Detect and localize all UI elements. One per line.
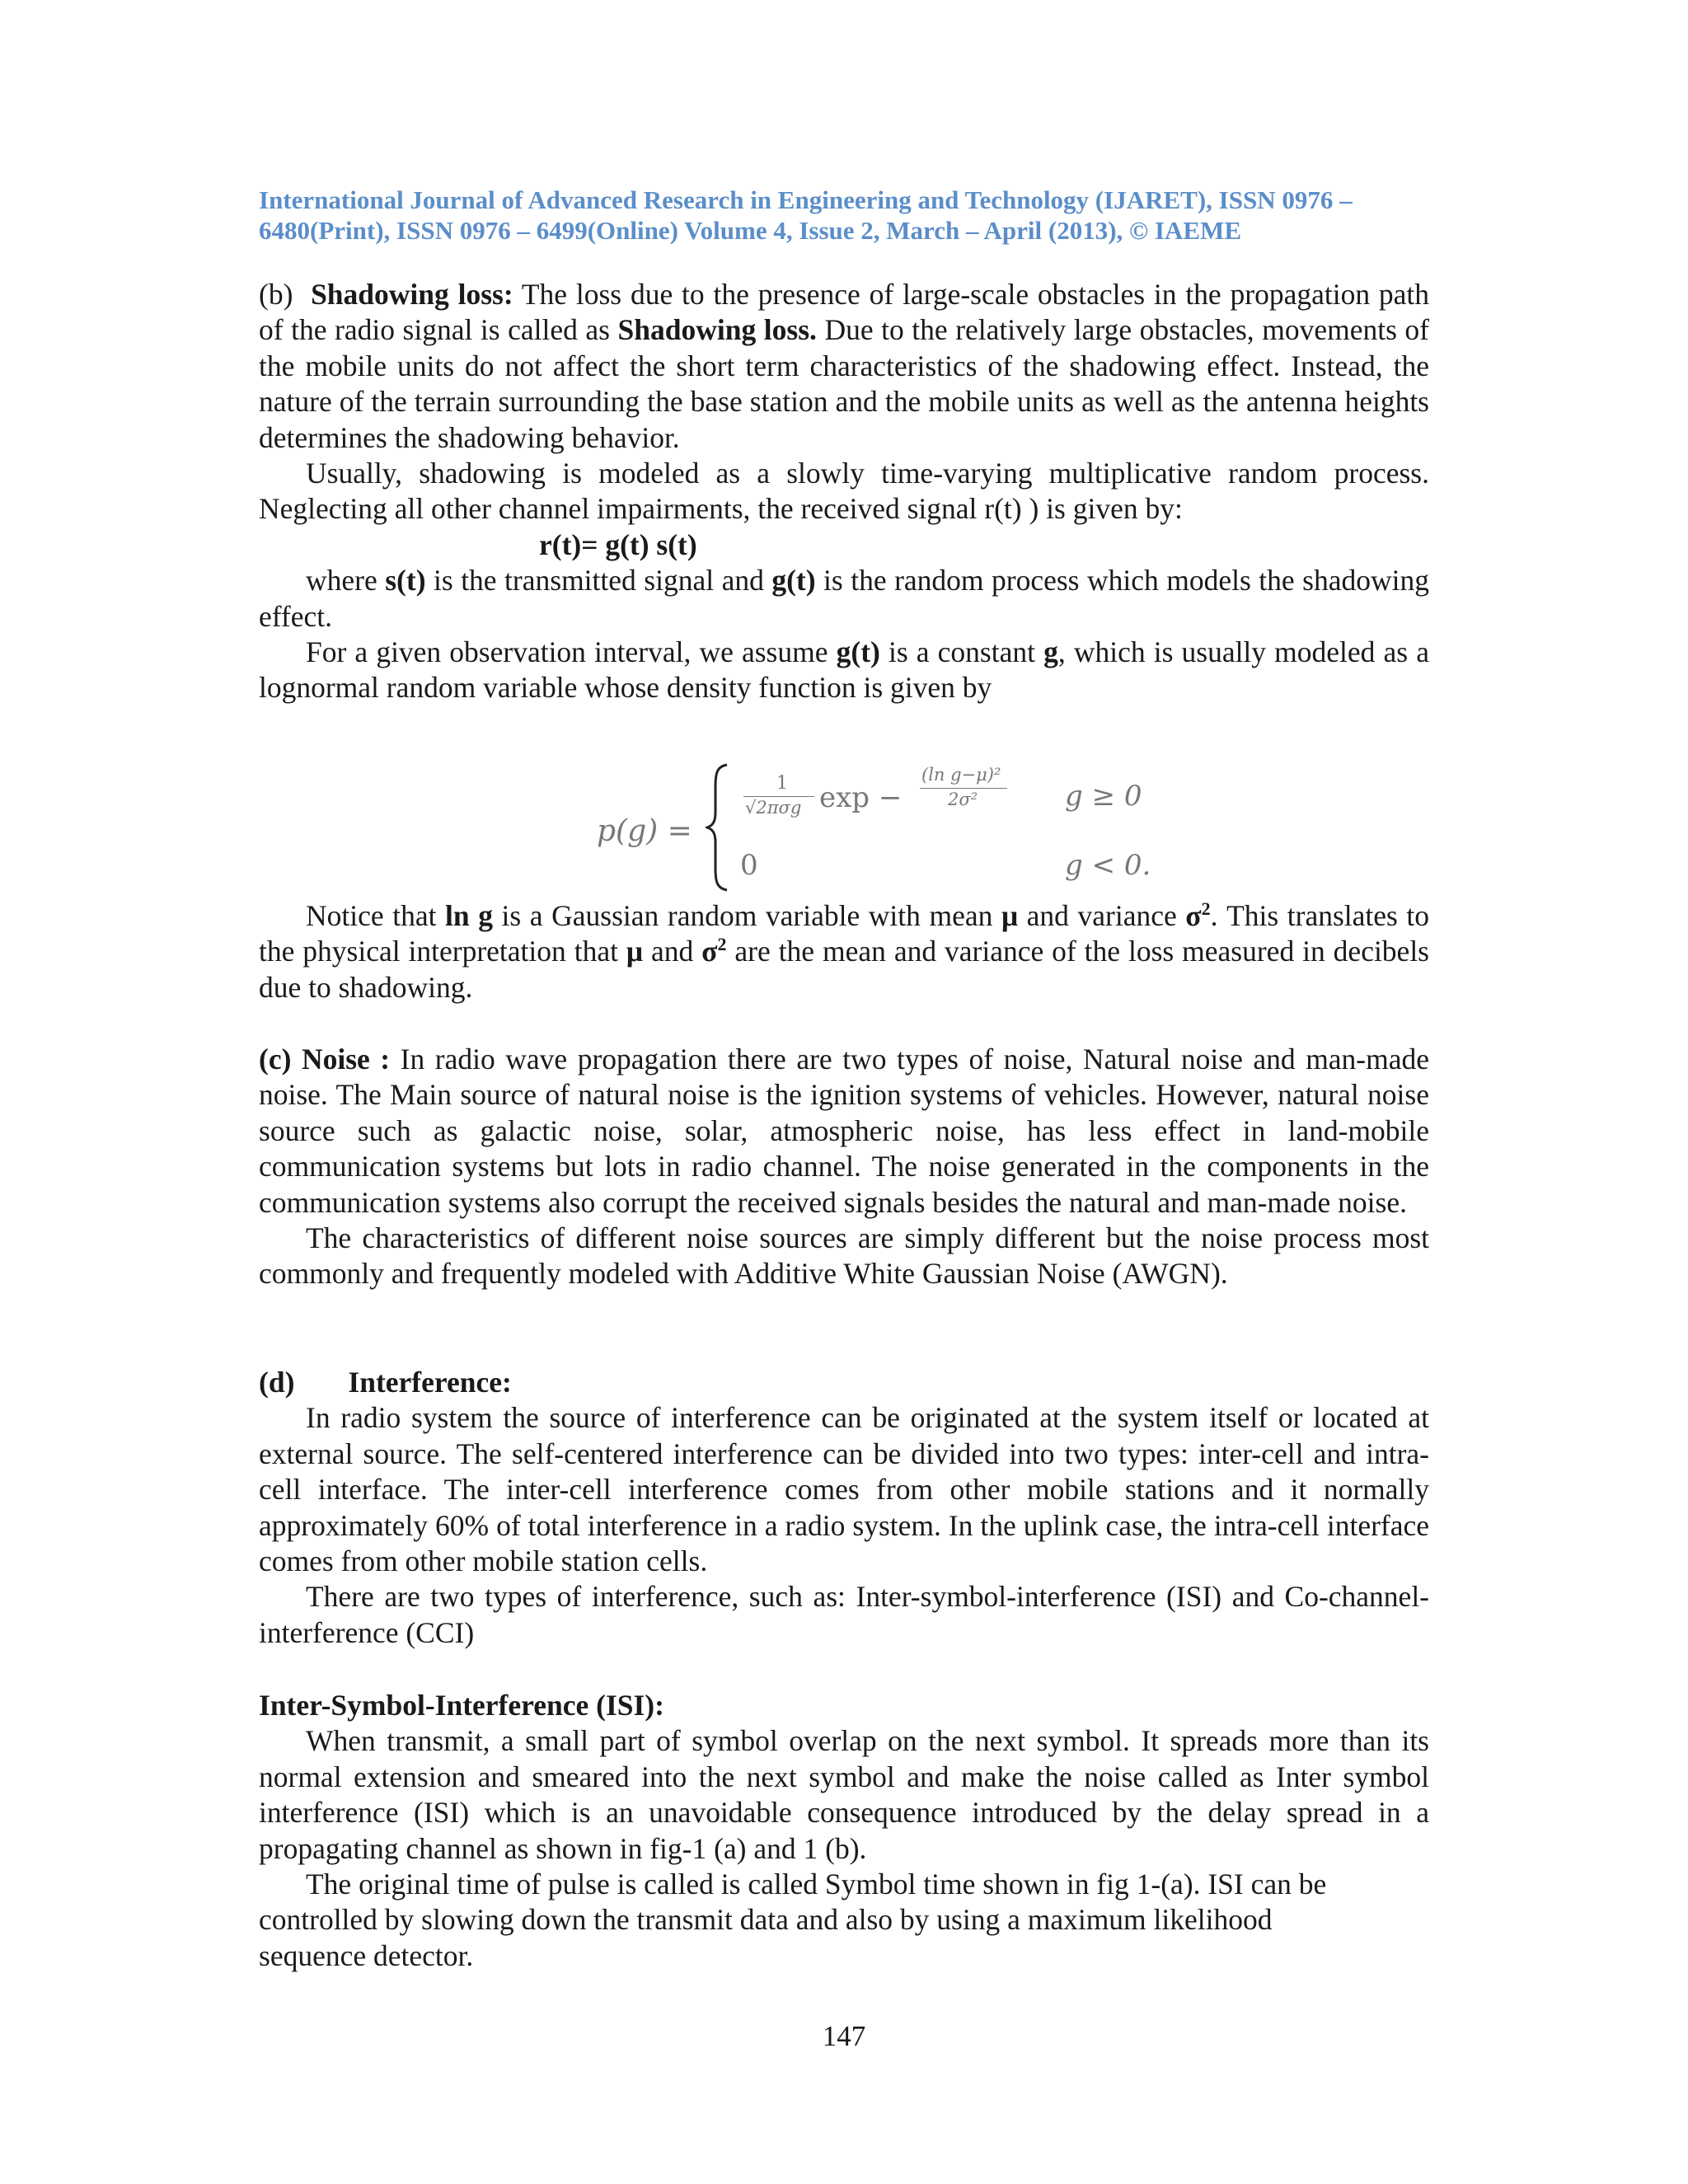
- interference-section: [259, 1365, 1429, 1651]
- lognormal-pdf-equation: [597, 762, 1157, 893]
- isi-heading: Inter-Symbol-Interference (ISI):: [259, 1689, 664, 1722]
- notice-paragraph: Notice that ln g is a Gaussian random variable with mean μ and variance $\sigma^2$. This translates to the physical interpretation that μ and $\sigma^2$ are the mean and variance of the loss measured in decibels due to shadowing.: [259, 898, 1430, 1004]
- fraction-1-denominator: √2πσg: [745, 798, 802, 818]
- header-line-2: 6480(Print), ISSN 0976 – 6499(Online) Volume 4, Issue 2, March – April (2013), © IAEME: [259, 216, 1242, 245]
- fraction-1-bar: [743, 796, 814, 797]
- header-line-1: International Journal of Advanced Research in Engineering and Technology (IJARET), ISSN 0976 –: [259, 185, 1353, 214]
- equation-rgs: r(t)= g(t) s(t): [539, 527, 697, 561]
- noise-paragraph-2: The characteristics of different noise sources are simply different but the noise process most commonly and frequently modeled with Additive White Gaussian Noise (AWGN).: [259, 1221, 1429, 1291]
- condition-1: g ≥ 0: [1065, 780, 1142, 813]
- shadowing-paragraph-4: For a given observation interval, we assume g(t) is a constant g, which is usually modeled as a lognormal random variable whose density function is given by: [259, 635, 1429, 705]
- shadowing-paragraph-3: where s(t) is the transmitted signal and g(t) is the random process which models the shadowing effect.: [259, 564, 1429, 633]
- page-number: 147: [822, 2020, 866, 2052]
- journal-header: [259, 185, 1429, 246]
- left-brace-icon: [706, 762, 730, 893]
- isi-paragraph-1: When transmit, a small part of symbol overlap on the next symbol. It spreads more than its normal extension and smeared into the next symbol and make the noise called as Inter symbol interference (ISI) which is an unavoidable consequence introduced by the delay spread in a propagating channel as shown in fig-1 (a) and 1 (b).: [259, 1724, 1429, 1865]
- equation-lhs: p(g) =: [597, 814, 692, 848]
- zero-case: 0: [740, 849, 758, 882]
- shadowing-paragraph-2: Usually, shadowing is modeled as a slowly time-varying multiplicative random process. Neglecting all other channel impairments, the received signal r(t) ) is given by:: [259, 457, 1429, 526]
- condition-2: g < 0.: [1065, 849, 1151, 882]
- shadowing-paragraph-1: (b) Shadowing loss: The loss due to the presence of large-scale obstacles in the propagation path of the radio signal is called as Shadowing loss. Due to the relatively large obstacles, movements of the mobile units do not affect the short term characteristics of the shadowing effect. Instead, the nature of the terrain surrounding the base station and the mobile units as well as the antenna heights determines the shadowing behavior.: [259, 278, 1430, 454]
- fraction-1-numerator: 1: [776, 773, 788, 794]
- interference-heading: (d) Interference:: [259, 1366, 512, 1399]
- fraction-2-bar: [920, 788, 1007, 789]
- shadowing-section: [259, 277, 1429, 706]
- noise-section: [259, 1042, 1429, 1292]
- isi-paragraph-2: The original time of pulse is called is called Symbol time shown in fig 1-(a). ISI can be controlled by slowing down the transmit data and also by using a maximum likelihood sequence detector.: [259, 1868, 1327, 1972]
- interference-paragraph-1: In radio system the source of interference can be originated at the system itself or located at external source. The self-centered interference can be divided into two types: inter-cell and intra-cell interface. The inter-cell interference comes from other mobile stations and it normally approximately 60% of total interference in a radio system. In the uplink case, the intra-cell interface comes from other mobile station cells.: [259, 1401, 1429, 1578]
- noise-paragraph-1: (c) Noise : In radio wave propagation there are two types of noise, Natural noise and man-made noise. The Main source of natural noise is the ignition systems of vehicles. However, natural noise source such as galactic noise, solar, atmospheric noise, has less effect in land-mobile communication systems but lots in radio channel. The noise generated in the components in the communication systems also corrupt the received signals besides the natural and man-made noise.: [259, 1043, 1430, 1219]
- interference-paragraph-2: There are two types of interference, such as: Inter-symbol-interference (ISI) and Co-channel-interference (CCI): [259, 1580, 1429, 1649]
- fraction-2-denominator: 2σ²: [948, 790, 978, 809]
- shadowing-title: Shadowing loss:: [311, 278, 513, 311]
- fraction-2-numerator: (ln g−μ)²: [921, 765, 1001, 785]
- noise-title: (c) Noise :: [259, 1043, 391, 1076]
- exp-term: exp −: [819, 781, 903, 814]
- isi-section: [259, 1688, 1429, 1974]
